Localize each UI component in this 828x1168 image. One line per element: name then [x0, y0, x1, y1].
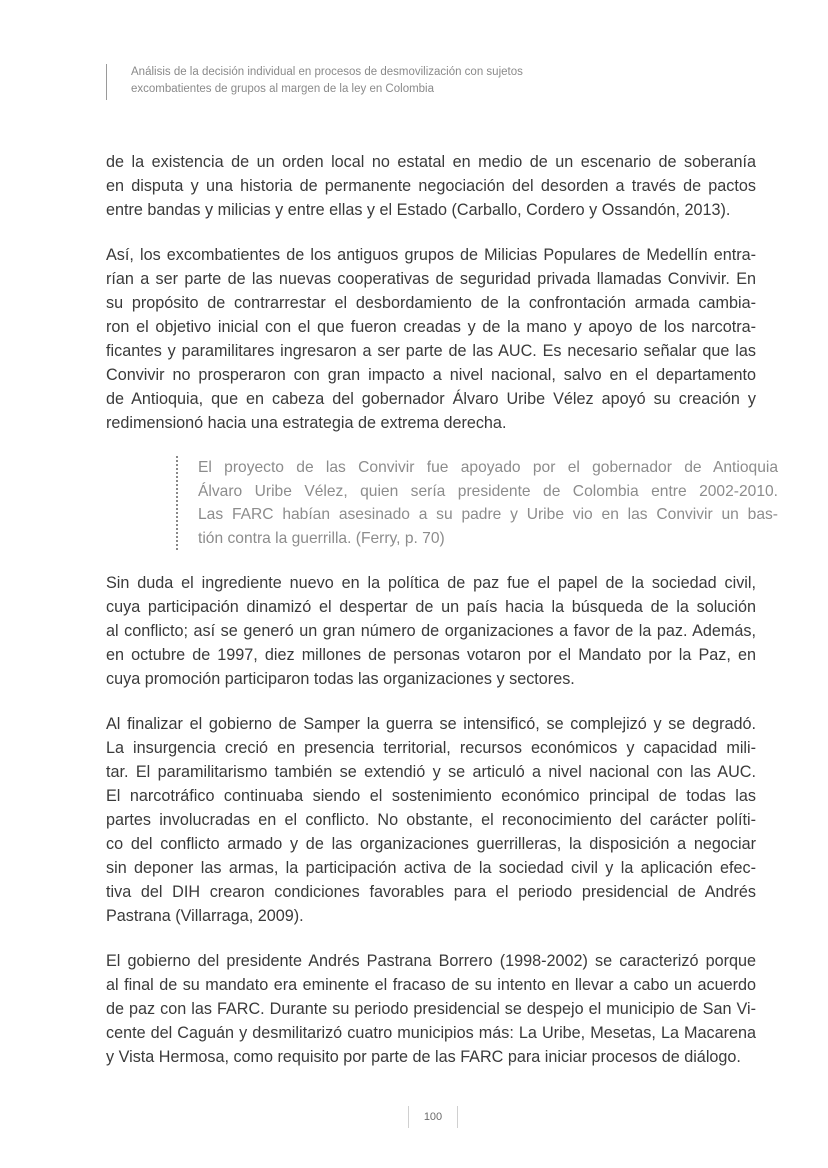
paragraph-line: en octubre de 1997, diez millones de personas votaron por el Mandato por la Paz, en [106, 646, 756, 664]
paragraph-line: de la existencia de un orden local no estatal en medio de un escenario de soberanía [106, 153, 756, 171]
paragraph-line: partes involucradas en el conflicto. No obstante, el reconocimiento del carácter políti- [106, 811, 756, 829]
paragraph-line: redimensionó hacia una estrategia de extrema derecha. [106, 414, 507, 432]
paragraph-line: entre bandas y milicias y entre ellas y el Estado (Carballo, Cordero y Ossandón, 2013). [106, 201, 731, 219]
paragraph-line: de Antioquia, que en cabeza del gobernador Álvaro Uribe Vélez apoyó su creación y [106, 390, 756, 408]
quote-line: tión contra la guerrilla. (Ferry, p. 70) [198, 529, 445, 547]
paragraph-line: de paz con las FARC. Durante su periodo presidencial se despejo el municipio de San Vi- [106, 1000, 756, 1018]
paragraph-line: tiva del DIH crearon condiciones favorables para el periodo presidencial de Andrés [106, 883, 756, 901]
running-header-line-1: Análisis de la decisión individual en procesos de desmovilización con sujetos [131, 66, 523, 78]
paragraph-line: su propósito de contrarrestar el desbordamiento de la confrontación armada cambia- [106, 294, 756, 312]
paragraph-1 [106, 150, 756, 222]
paragraph-4 [106, 712, 756, 928]
paragraph-line: tar. El paramilitarismo también se extendió y se articuló a nivel nacional con las AUC. [106, 763, 756, 781]
paragraph-line: Así, los excombatientes de los antiguos grupos de Milicias Populares de Medellín entra- [106, 246, 756, 264]
quote-line: Álvaro Uribe Vélez, quien sería presidente de Colombia entre 2002-2010. [198, 482, 778, 500]
paragraph-2 [106, 243, 756, 435]
paragraph-line: en disputa y una historia de permanente negociación del desorden a través de pactos [106, 177, 756, 195]
page-number: 100 [408, 1106, 458, 1128]
paragraph-3 [106, 571, 756, 691]
running-header [106, 64, 523, 100]
quote-line: Las FARC habían asesinado a su padre y Uribe vio en las Convivir un bas- [198, 506, 778, 523]
paragraph-5 [106, 949, 756, 1069]
running-header-line-2: excombatientes de grupos al margen de la ley en Colombia [131, 83, 435, 95]
paragraph-line: y Vista Hermosa, como requisito por parte de las FARC para iniciar procesos de diálogo. [106, 1048, 741, 1066]
paragraph-line: Convivir no prosperaron con gran impacto a nivel nacional, salvo en el departamento [106, 366, 756, 384]
paragraph-line: sin deponer las armas, la participación activa de la sociedad civil y la aplicación efec- [106, 859, 756, 877]
block-quote [176, 456, 778, 550]
paragraph-line: Pastrana (Villarraga, 2009). [106, 907, 304, 925]
paragraph-line: co del conflicto armado y de las organizaciones guerrilleras, la disposición a negociar [106, 835, 756, 853]
paragraph-line: Sin duda el ingrediente nuevo en la política de paz fue el papel de la sociedad civil, [106, 574, 756, 592]
paragraph-line: cuya participación dinamizó el despertar de un país hacia la búsqueda de la solución [106, 598, 756, 616]
paragraph-line: El narcotráfico continuaba siendo el sostenimiento económico principal de todas las [106, 787, 756, 805]
paragraph-line: El gobierno del presidente Andrés Pastrana Borrero (1998-2002) se caracterizó porque [106, 952, 756, 970]
paragraph-line: rían a ser parte de las nuevas cooperativas de seguridad privada llamadas Convivir. En [106, 270, 756, 288]
paragraph-line: La insurgencia creció en presencia territorial, recursos económicos y capacidad mili- [106, 739, 756, 757]
paragraph-line: Al finalizar el gobierno de Samper la guerra se intensificó, se complejizó y se degradó. [106, 715, 756, 733]
paragraph-line: ron el objetivo inicial con el que fueron creadas y de la mano y apoyo de los narcotra- [106, 318, 756, 336]
page-body [106, 150, 778, 1069]
paragraph-line: al conflicto; así se generó un gran número de organizaciones a favor de la paz. Además, [106, 622, 756, 640]
paragraph-line: al final de su mandato era eminente el fracaso de su intento en llevar a cabo un acuerdo [106, 976, 756, 994]
paragraph-line: cuya promoción participaron todas las organizaciones y sectores. [106, 670, 575, 688]
quote-line: El proyecto de las Convivir fue apoyado por el gobernador de Antioquia [198, 459, 778, 476]
paragraph-line: cente del Caguán y desmilitarizó cuatro municipios más: La Uribe, Mesetas, La Macarena [106, 1024, 756, 1042]
paragraph-line: ficantes y paramilitares ingresaron a ser parte de las AUC. Es necesario señalar que las [106, 342, 756, 360]
